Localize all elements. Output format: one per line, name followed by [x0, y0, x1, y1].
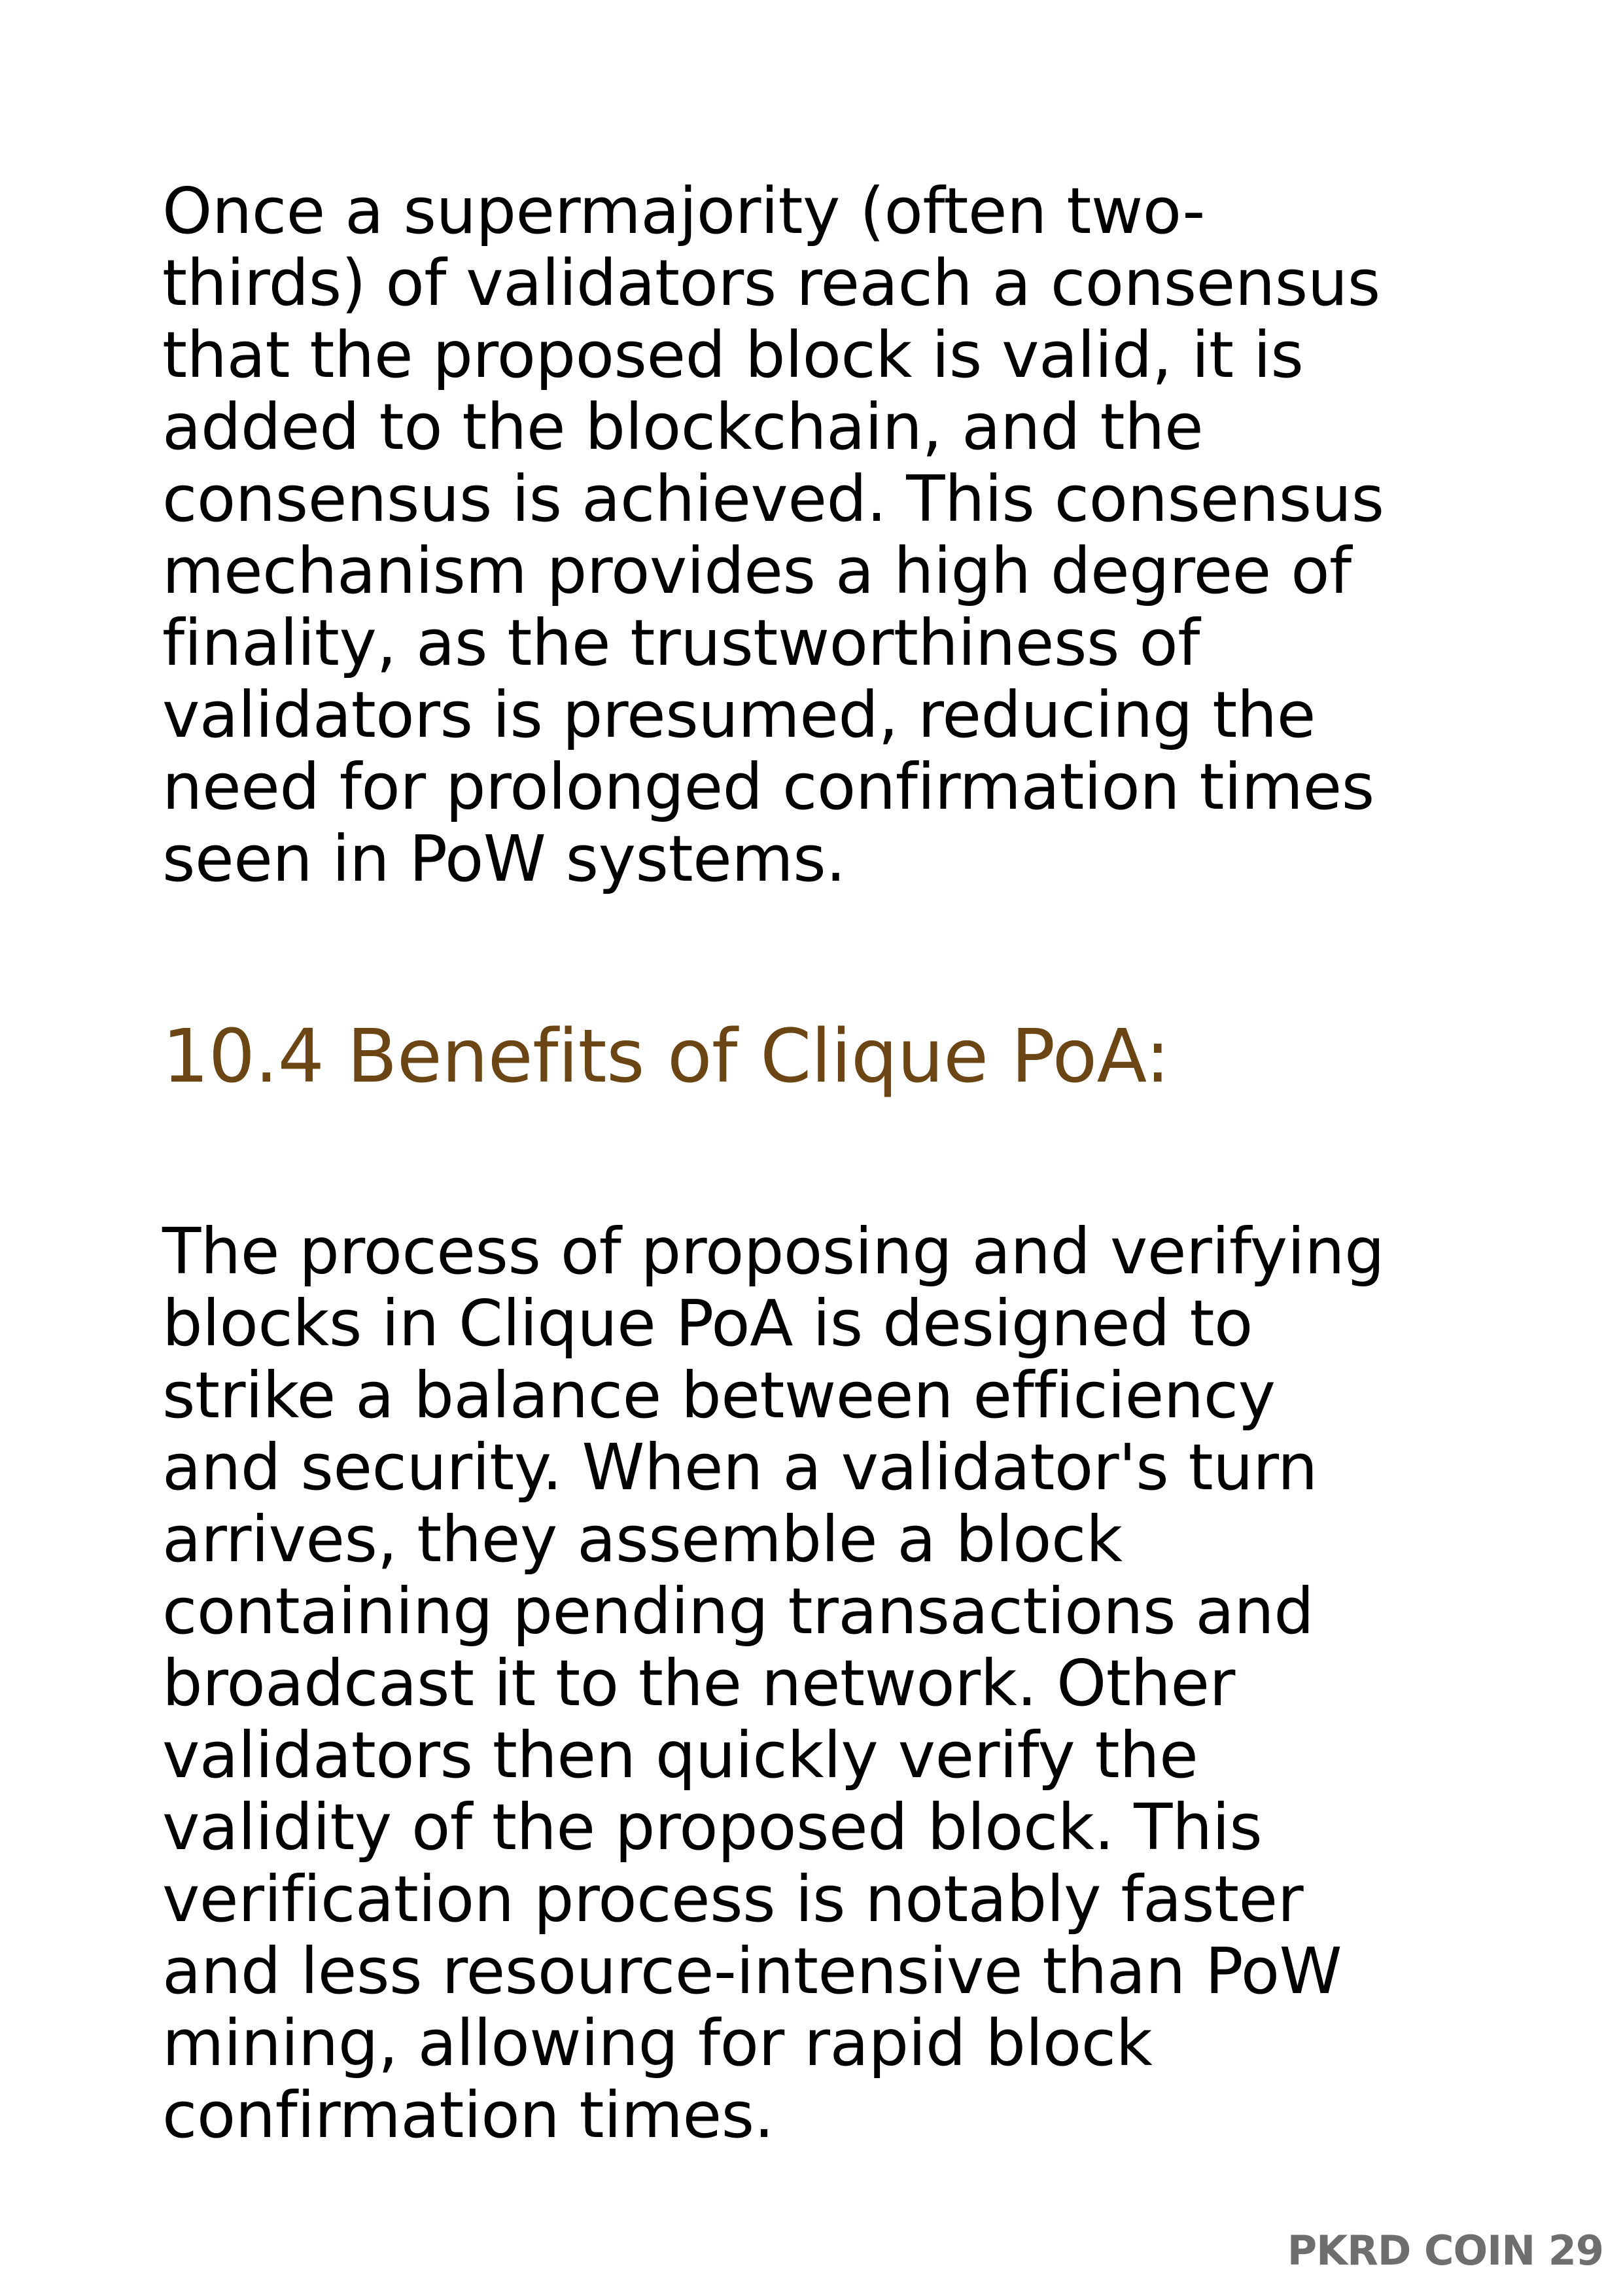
section-heading: 10.4 Benefits of Clique PoA: [162, 1014, 1170, 1099]
paragraph-line: seen in PoW systems. [162, 822, 846, 896]
paragraph-line: mechanism provides a high degree of [162, 534, 1352, 608]
paragraph-line: and less resource-intensive than PoW [162, 1934, 1342, 2008]
paragraph-line: strike a balance between efficiency [162, 1358, 1276, 1432]
paragraph-line: finality, as the trustworthiness of [162, 606, 1200, 680]
paragraph-line: consensus is achieved. This consensus [162, 462, 1384, 536]
paragraph-line: verification process is notably faster [162, 1862, 1304, 1936]
paragraph-line: arrives, they assemble a block [162, 1502, 1123, 1576]
paragraph-line: added to the blockchain, and the [162, 390, 1204, 464]
paragraph-line: mining, allowing for rapid block [162, 2006, 1153, 2080]
paragraph-line: validators then quickly verify the [162, 1718, 1198, 1792]
page-footer: PKRD COIN 29 [1287, 2227, 1603, 2274]
paragraph-line: that the proposed block is valid, it is [162, 318, 1304, 392]
paragraph-line: containing pending transactions and [162, 1574, 1314, 1648]
paragraph-line: validators is presumed, reducing the [162, 678, 1316, 752]
paragraph-line: Once a supermajority (often two- [162, 174, 1205, 248]
paragraph-line: The process of proposing and verifying [162, 1214, 1385, 1288]
paragraph-line: confirmation times. [162, 2078, 775, 2152]
intro-paragraph [162, 175, 1503, 895]
paragraph-line: and security. When a validator's turn [162, 1430, 1318, 1504]
paragraph-line: broadcast it to the network. Other [162, 1646, 1235, 1720]
body-paragraph [162, 1216, 1503, 2151]
paragraph-line: blocks in Clique PoA is designed to [162, 1286, 1253, 1360]
paragraph-line: need for prolonged confirmation times [162, 750, 1374, 824]
paragraph-line: thirds) of validators reach a consensus [162, 246, 1380, 320]
paragraph-line: validity of the proposed block. This [162, 1790, 1263, 1864]
